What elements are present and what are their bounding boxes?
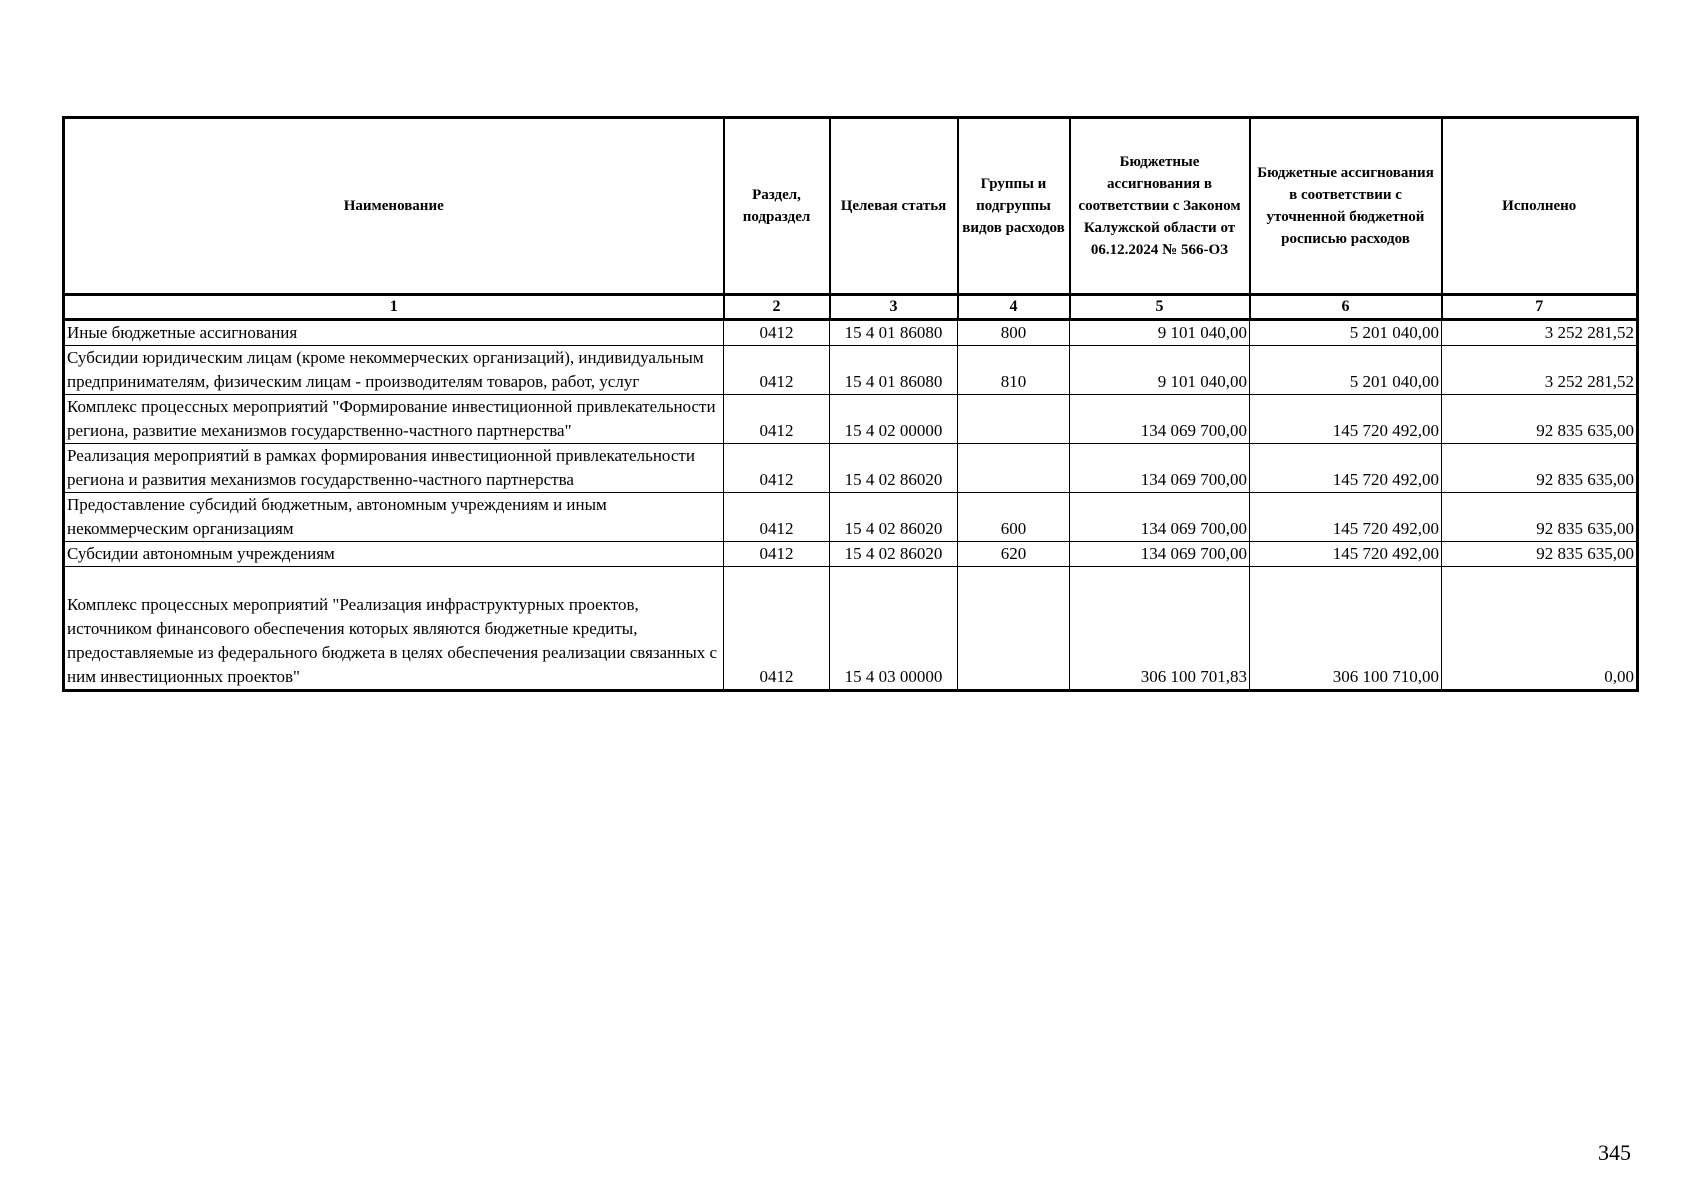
row-law-amount: 9 101 040,00 (1070, 320, 1250, 346)
header-group: Группы и подгруппы видов расходов (958, 118, 1070, 295)
row-law-amount: 134 069 700,00 (1070, 444, 1250, 493)
row-section: 0412 (724, 395, 830, 444)
row-refined-amount: 5 201 040,00 (1250, 320, 1442, 346)
row-article: 15 4 03 00000 (830, 567, 958, 691)
table-row (64, 567, 1638, 691)
row-group: 600 (958, 493, 1070, 542)
row-name: Комплекс процессных мероприятий "Формирование инвестиционной привлекательности региона, развитие механизмов государственно-частного партнерства" (64, 395, 724, 444)
column-number: 1 (64, 295, 724, 320)
row-law-amount: 9 101 040,00 (1070, 346, 1250, 395)
table-row (64, 320, 1638, 346)
row-article: 15 4 02 86020 (830, 542, 958, 567)
table-row (64, 493, 1638, 542)
header-refined: Бюджетные ассигнования в соответствии с уточненной бюджетной росписью расходов (1250, 118, 1442, 295)
page-number: 345 (1598, 1140, 1631, 1165)
row-executed-amount: 92 835 635,00 (1442, 444, 1638, 493)
header-section: Раздел, подраздел (724, 118, 830, 295)
row-article: 15 4 01 86080 (830, 346, 958, 395)
column-number: 5 (1070, 295, 1250, 320)
row-law-amount: 134 069 700,00 (1070, 395, 1250, 444)
row-section: 0412 (724, 346, 830, 395)
row-refined-amount: 145 720 492,00 (1250, 493, 1442, 542)
row-refined-amount: 306 100 710,00 (1250, 567, 1442, 691)
row-executed-amount: 92 835 635,00 (1442, 493, 1638, 542)
row-name: Субсидии юридическим лицам (кроме некоммерческих организаций), индивидуальным предпринимателям, физическим лицам - производителям товаров, работ, услуг (64, 346, 724, 395)
header-row (64, 118, 1638, 295)
row-section: 0412 (724, 320, 830, 346)
row-group: 810 (958, 346, 1070, 395)
table-row (64, 444, 1638, 493)
row-group: 800 (958, 320, 1070, 346)
table-row (64, 395, 1638, 444)
table-row (64, 346, 1638, 395)
row-law-amount: 134 069 700,00 (1070, 493, 1250, 542)
column-number: 2 (724, 295, 830, 320)
row-name: Реализация мероприятий в рамках формирования инвестиционной привлекательности региона и развития механизмов государственно-частного партнерства (64, 444, 724, 493)
row-executed-amount: 92 835 635,00 (1442, 395, 1638, 444)
row-refined-amount: 145 720 492,00 (1250, 542, 1442, 567)
header-law: Бюджетные ассигнования в соответствии с Законом Калужской области от 06.12.2024 № 566-ОЗ (1070, 118, 1250, 295)
row-law-amount: 306 100 701,83 (1070, 567, 1250, 691)
row-article: 15 4 02 00000 (830, 395, 958, 444)
row-refined-amount: 5 201 040,00 (1250, 346, 1442, 395)
column-number: 6 (1250, 295, 1442, 320)
row-section: 0412 (724, 567, 830, 691)
row-article: 15 4 02 86020 (830, 493, 958, 542)
row-law-amount: 134 069 700,00 (1070, 542, 1250, 567)
table-row (64, 542, 1638, 567)
row-article: 15 4 01 86080 (830, 320, 958, 346)
row-name: Предоставление субсидий бюджетным, автономным учреждениям и иным некоммерческим организациям (64, 493, 724, 542)
row-section: 0412 (724, 493, 830, 542)
row-refined-amount: 145 720 492,00 (1250, 395, 1442, 444)
row-name: Субсидии автономным учреждениям (64, 542, 724, 567)
row-group: 620 (958, 542, 1070, 567)
budget-table (62, 116, 1639, 692)
header-article: Целевая статья (830, 118, 958, 295)
header-name: Наименование (64, 118, 724, 295)
row-name: Иные бюджетные ассигнования (64, 320, 724, 346)
row-executed-amount: 3 252 281,52 (1442, 346, 1638, 395)
row-executed-amount: 92 835 635,00 (1442, 542, 1638, 567)
row-refined-amount: 145 720 492,00 (1250, 444, 1442, 493)
row-executed-amount: 0,00 (1442, 567, 1638, 691)
row-group (958, 395, 1070, 444)
row-name: Комплекс процессных мероприятий "Реализация инфраструктурных проектов, источником финансового обеспечения которых являются бюджетные кредиты, предоставляемые из федерального бюджета в целях обеспечения реализации связанных с ним инвестиционных проектов" (64, 567, 724, 691)
row-group (958, 444, 1070, 493)
row-article: 15 4 02 86020 (830, 444, 958, 493)
column-number: 3 (830, 295, 958, 320)
row-section: 0412 (724, 444, 830, 493)
column-number: 7 (1442, 295, 1638, 320)
row-section: 0412 (724, 542, 830, 567)
row-executed-amount: 3 252 281,52 (1442, 320, 1638, 346)
column-number: 4 (958, 295, 1070, 320)
header-executed: Исполнено (1442, 118, 1638, 295)
column-number-row (64, 295, 1638, 320)
row-group (958, 567, 1070, 691)
